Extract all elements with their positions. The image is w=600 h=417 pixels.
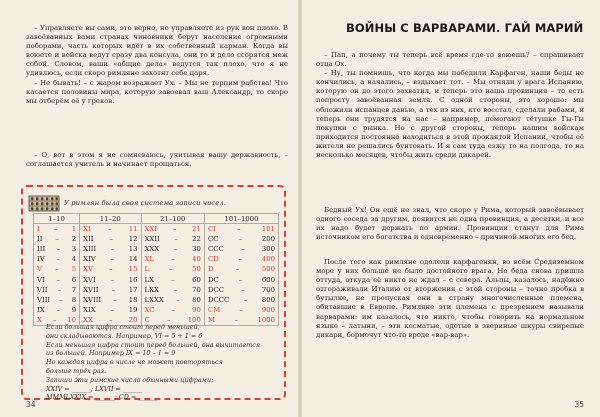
table-cell — [80, 234, 141, 244]
table-cell — [34, 254, 80, 264]
arabic-number: 2 — [71, 234, 77, 243]
roman-numeral: I — [37, 224, 40, 233]
table-header-1-10: 1–10 — [34, 214, 80, 224]
arabic-number: 200 — [261, 234, 275, 243]
equals-dash: – — [56, 275, 60, 284]
table-cell — [80, 254, 141, 264]
table-cell — [204, 234, 278, 244]
table-cell — [34, 305, 80, 315]
equals-dash: – — [167, 316, 171, 325]
arabic-number: 500 — [261, 265, 275, 274]
exercise-line-2 — [46, 393, 276, 402]
arabic-number: 13 — [128, 244, 138, 253]
table-cell — [80, 274, 141, 284]
colosseum-icon — [28, 194, 60, 212]
arabic-number: 14 — [128, 255, 138, 264]
table-body — [34, 224, 279, 326]
roman-numeral: XIV — [83, 255, 96, 264]
arabic-number: 100 — [187, 316, 201, 325]
table-row — [34, 244, 279, 254]
arabic-number: 20 — [128, 316, 138, 325]
arabic-number: 19 — [128, 306, 138, 315]
table-cell — [80, 264, 141, 274]
roman-numeral: XXI — [144, 224, 158, 233]
equals-dash: – — [111, 285, 116, 294]
roman-numeral: XC — [144, 306, 155, 315]
roman-numeral: XX — [83, 316, 93, 325]
roman-numeral: VIII — [37, 295, 51, 304]
table-header-101-1000: 101–1000 — [204, 214, 278, 224]
roman-numeral: XXII — [144, 234, 160, 243]
table-header-21-100: 21–100 — [141, 214, 204, 224]
roman-numeral: XXX — [144, 244, 160, 253]
table-cell — [204, 305, 278, 315]
arabic-number: 22 — [192, 234, 201, 243]
exercise-2a: MMMLXXIX = — [46, 393, 96, 402]
equals-dash: – — [171, 275, 175, 284]
equals-dash: – — [110, 306, 114, 315]
table-cell — [34, 244, 80, 254]
arabic-number: 17 — [128, 285, 138, 294]
table-cell — [34, 274, 80, 284]
table-row — [34, 234, 279, 244]
equals-dash: – — [57, 285, 62, 294]
equals-dash: – — [237, 224, 241, 233]
left-paragraph-1: – Управляете вы сами, это верно, но управляете из рук вон плохо. В завоёванных вами странах чиновники берут население огромными поборами, часть которых идёт в их собственный карман. Когда вы воюете и войска ведут сразу два консула, они то и дело ссорятся меж собой. Словом, ваши «общие дела» ведутся так плохо, что я не удивлюсь, если скоро римляне захотят себе царя. — [26, 24, 288, 78]
arabic-number: 800 — [261, 295, 275, 304]
answer-blank-1[interactable]: ______ — [71, 384, 91, 393]
table-cell — [34, 285, 80, 295]
equals-dash: – — [171, 255, 175, 264]
arabic-number: 3 — [71, 244, 77, 253]
left-paragraph-3: – О, вот в этом я не сомневаюсь, учитывая вашу державность, – соглашается учитель и начинает прощаться. — [26, 151, 288, 169]
equals-dash: – — [173, 285, 178, 294]
roman-numeral: DCCC — [207, 295, 230, 304]
roman-numeral: CD — [207, 255, 219, 264]
exercise-line-1 — [46, 385, 276, 394]
table-row — [34, 224, 279, 234]
table-row — [34, 254, 279, 264]
table-header-row — [34, 214, 279, 224]
equals-dash: – — [173, 244, 178, 253]
arabic-number: 18 — [128, 295, 138, 304]
table-cell — [204, 295, 278, 305]
arabic-number: 60 — [192, 275, 201, 284]
table-cell — [34, 295, 80, 305]
roman-numeral: X — [37, 316, 42, 325]
equals-dash: – — [109, 316, 113, 325]
exercise-prompt: Запиши эти римские числа обычными цифрами: — [46, 375, 214, 384]
arabic-number: 11 — [128, 224, 138, 233]
roman-numeral: D — [207, 265, 214, 274]
equals-dash: – — [239, 306, 243, 315]
roman-numerals-table — [33, 213, 279, 326]
roman-numeral: CI — [207, 224, 216, 233]
roman-numeral: XVII — [83, 285, 99, 294]
roman-numeral: III — [37, 244, 46, 253]
callout-title: У римлян была своя система записи чисел. — [64, 199, 226, 207]
left-paragraphs — [26, 24, 288, 106]
roman-numeral: VII — [37, 285, 48, 294]
arabic-number: 5 — [71, 265, 77, 274]
roman-numeral: IX — [37, 306, 45, 315]
roman-numeral: XVI — [83, 275, 96, 284]
equals-dash: – — [52, 316, 57, 325]
right-paragraphs-1 — [316, 51, 584, 160]
roman-numeral: M — [207, 316, 215, 325]
equals-dash: – — [109, 234, 113, 243]
roman-numeral: XIII — [83, 244, 97, 253]
arabic-number: 1 — [71, 224, 77, 233]
arabic-number: 9 — [71, 306, 77, 315]
equals-dash: – — [171, 306, 176, 315]
equals-dash: – — [172, 224, 177, 233]
rule-2a: Если меньшая цифра стоит перед большей, она вычитается — [46, 340, 261, 349]
arabic-number: 400 — [261, 255, 275, 264]
table-cell — [80, 285, 141, 295]
rule-3a: Но каждая цифра в числе не может повторяться — [46, 358, 223, 367]
table-cell — [141, 264, 204, 274]
table-cell — [204, 274, 278, 284]
table-row — [34, 264, 279, 274]
arabic-number: 1000 — [257, 316, 275, 325]
table-cell — [204, 264, 278, 274]
roman-numeral: V — [37, 265, 42, 274]
arabic-number: 90 — [192, 306, 201, 315]
equals-dash: – — [113, 295, 117, 304]
arabic-number: 6 — [71, 275, 77, 284]
table-cell — [141, 224, 204, 234]
roman-numeral: LXXX — [144, 295, 164, 304]
arabic-number: 21 — [192, 224, 201, 233]
equals-dash: – — [56, 255, 60, 264]
table-cell — [204, 285, 278, 295]
table-cell — [204, 224, 278, 234]
table-cell — [141, 254, 204, 264]
roman-numeral: XL — [144, 255, 154, 264]
arabic-number: 50 — [192, 265, 201, 274]
numeral-rules — [46, 323, 276, 402]
table-cell — [34, 234, 80, 244]
rule-1a: Если большая цифра стоит перед меньшей, — [46, 323, 200, 331]
table-header-11-20: 11–20 — [80, 214, 141, 224]
table-cell — [80, 224, 141, 234]
exercise-1b: ; LXVII = — [90, 384, 123, 393]
arabic-number: 40 — [192, 255, 201, 264]
roman-numeral: C — [144, 316, 150, 325]
equals-dash: – — [168, 265, 173, 274]
roman-numeral: CCC — [207, 244, 224, 253]
equals-dash: – — [243, 295, 248, 304]
roman-numeral: DCC — [207, 285, 225, 294]
table-cell — [141, 244, 204, 254]
roman-numeral: LX — [144, 275, 154, 284]
roman-numeral: XVIII — [83, 295, 102, 304]
table-cell — [141, 274, 204, 284]
arabic-number: 12 — [128, 234, 138, 243]
exercise-2b: ; CD = — [114, 393, 139, 402]
table-row — [34, 285, 279, 295]
page-number-right: 35 — [574, 400, 584, 409]
answer-blank-2[interactable]: ______ — [122, 384, 143, 393]
equals-dash: – — [110, 244, 115, 253]
answer-blank-4[interactable]: ______ — [138, 393, 158, 402]
table-cell — [80, 305, 141, 315]
arabic-number: 10 — [67, 316, 77, 325]
roman-numeral: L — [144, 265, 150, 274]
equals-dash: – — [235, 265, 240, 274]
roman-numeral: DC — [207, 275, 219, 284]
table-cell — [204, 254, 278, 264]
equals-dash: – — [56, 306, 60, 315]
page-number-left: 34 — [26, 400, 36, 409]
arabic-number: 16 — [128, 275, 138, 284]
table-cell — [141, 234, 204, 244]
arabic-number: 900 — [261, 306, 275, 315]
equals-dash: – — [238, 234, 242, 243]
equals-dash: – — [109, 265, 113, 274]
equals-dash: – — [238, 275, 243, 284]
right-paragraph-1: – Пап, а почему ты теперь всё время где-то воюешь? – спрашивает отца Ох. — [316, 51, 584, 69]
roman-numeral: XV — [83, 265, 93, 274]
rule-1b: они складываются. Например, VI = 5 + 1 = 6 — [46, 331, 203, 340]
arabic-number: 8 — [71, 295, 77, 304]
table-cell — [80, 244, 141, 254]
roman-numeral: II — [37, 234, 43, 243]
equals-dash: – — [55, 234, 59, 243]
equals-dash: – — [59, 295, 63, 304]
chapter-heading: ВОЙНЫ С ВАРВАРАМИ. ГАЙ МАРИЙ — [346, 21, 584, 35]
rule-3b: больше трёх раз. — [46, 366, 107, 375]
arabic-number: 80 — [192, 295, 201, 304]
equals-dash: – — [56, 244, 61, 253]
right-paragraph-2: – Ну, ты помнишь, что когда мы победили Карфаген, наши беды не кончились, а начались, – вздыхает тот. – Мы отняли у врага Испанию, которую он до этого захватил, и теперь это наша провинция – то есть попросту завоёванная земля. С одной стороны, это хорошо: мы обложили испанцев данью, а тех из них, кто восстал, сделали рабами, и теперь они трудятся на нас – например, помогают тётушке Гы-Гы покупки с рынка. Но с другой стороны, теперь нашим войскам приходится постоянно находиться в этой проклятой Испании, чтобы её жители не решались бунтовать. И я сам туда езжу то на полгода, то на несколько месяцев, чтобы жить среди дикарей. — [316, 69, 584, 160]
table-cell — [141, 305, 204, 315]
equals-dash: – — [53, 224, 58, 233]
right-paragraph-4: После того как римляне одолели карфагенян, во всём Средиземном море у них больше не было достойного врага. Но беда снова пришла оттуда, откуда её никто не ждал – с севера. Альпы, казалось, надёжно отгораживали Италию от вторжения с этой стороны – точно пробка в бутылке, не пропуская они в страну многочисленные племена, обитавшие в Европе. Римляне эти племена с презрением называли варварами: им казалось, что никто, чтобы говорить на нормальном языке – латыни, – эти косматые, одетые в звериные шкуры свирепые дикари, бормочут что-то вроде «вар-вар». — [316, 258, 584, 339]
roman-numeral: XIX — [83, 306, 96, 315]
arabic-number: 101 — [261, 224, 275, 233]
equals-dash: – — [176, 295, 180, 304]
answer-blank-3[interactable]: ______ — [95, 393, 115, 402]
exercise-1a: XXIV = — [46, 384, 72, 393]
rule-2b: из большей. Например IX = 10 – 1 = 9 — [46, 349, 176, 358]
equals-dash: – — [110, 275, 114, 284]
arabic-number: 30 — [192, 244, 201, 253]
table-cell — [204, 244, 278, 254]
arabic-number: 15 — [128, 265, 138, 274]
equals-dash: – — [108, 224, 112, 233]
table-row — [34, 295, 279, 305]
table-cell — [141, 285, 204, 295]
arabic-number: 70 — [192, 285, 201, 294]
arabic-number: 300 — [261, 244, 275, 253]
equals-dash: – — [241, 285, 245, 294]
arabic-number: 7 — [71, 285, 77, 294]
equals-dash: – — [241, 244, 245, 253]
table-cell — [80, 295, 141, 305]
equals-dash: – — [238, 255, 243, 264]
arabic-number: 4 — [71, 255, 77, 264]
left-paragraph-2: – Не бывать! – с жаром возражает Ух. – Мы не терпим рабства! Что касается половины мира, которую завоевал ваш Александр, то скоро мы отберём её у греков. — [26, 78, 288, 105]
table-cell — [141, 295, 204, 305]
book-gutter — [298, 0, 302, 417]
roman-numeral: XI — [83, 224, 91, 233]
roman-numeral: IV — [37, 255, 45, 264]
roman-numeral: CC — [207, 234, 219, 243]
equals-dash: – — [110, 255, 114, 264]
equals-dash: – — [234, 316, 238, 325]
roman-numeral: LXX — [144, 285, 159, 294]
roman-numeral: XII — [83, 234, 94, 243]
equals-dash: – — [174, 234, 178, 243]
roman-numeral: VI — [37, 275, 45, 284]
table-row — [34, 274, 279, 284]
table-row — [34, 305, 279, 315]
arabic-number: 700 — [261, 285, 275, 294]
arabic-number: 600 — [261, 275, 275, 284]
equals-dash: – — [55, 265, 59, 274]
roman-numeral: CM — [207, 306, 221, 315]
table-cell — [34, 224, 80, 234]
right-paragraph-3: Бедный Ух! Он ещё не знал, что скоро у Рима, который завоёвывает одного соседа за другим, появится не одна провинция, а десятки, и все их надо будет держать по армии. Провинции станут для Рима источником его богатства и одновременно – причиной многих его бед. — [316, 206, 584, 242]
table-cell — [34, 264, 80, 274]
